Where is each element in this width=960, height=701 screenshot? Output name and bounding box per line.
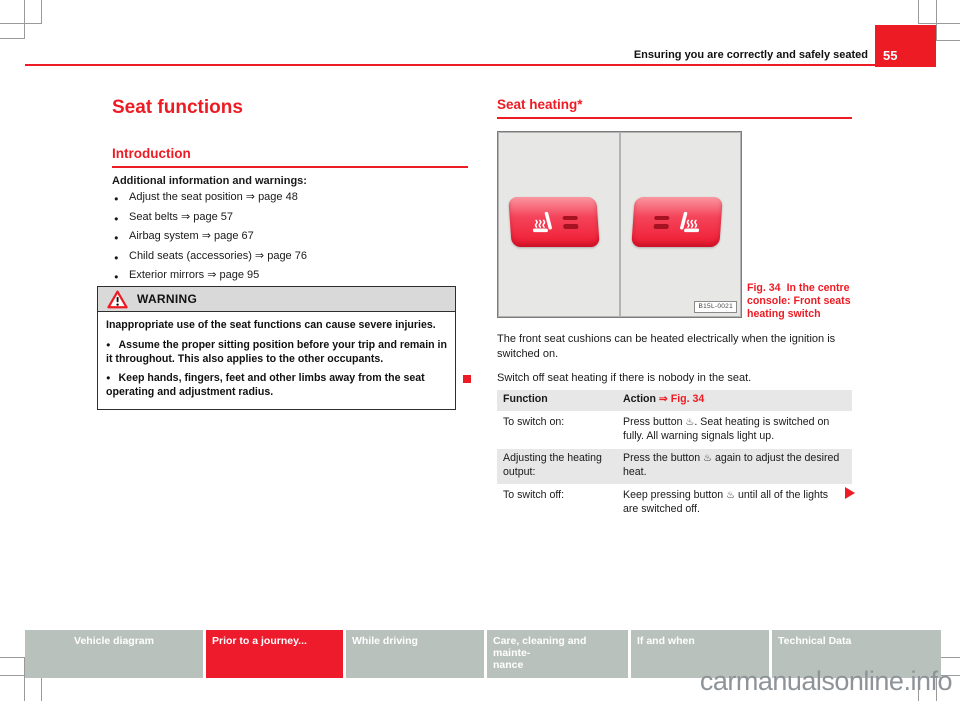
list-item: ● Airbag system ⇒ page 67 <box>112 230 468 242</box>
driver-seat-heating-button <box>508 197 599 247</box>
list-item: ● Exterior mirrors ⇒ page 95 <box>112 269 468 281</box>
tab-vehicle-diagram[interactable]: Vehicle diagram <box>25 630 203 678</box>
table-row: To switch off: Keep pressing button ♨ until all of the lights are switched off. <box>503 488 829 515</box>
figure-caption-label: Fig. 34 <box>747 282 781 294</box>
warning-item: ● Assume the proper sitting position before your trip and remain in it throughout. This also applies to the other occupants. <box>106 339 447 367</box>
column-header-action: Action ⇒ Fig. 34 <box>623 393 705 405</box>
tab-care-cleaning-maintenance[interactable]: Care, cleaning and mainte- nance <box>487 630 628 678</box>
seat-heating-paragraphs <box>497 332 855 395</box>
seat-heating-icon <box>674 211 701 234</box>
seat-heating-icon: ♨ <box>726 489 736 501</box>
passenger-seat-heating-button <box>631 197 722 247</box>
list-item: ● Child seats (accessories) ⇒ page 76 <box>112 250 468 262</box>
tab-technical-data[interactable]: Technical Data <box>772 630 941 678</box>
heat-level-bars <box>653 216 669 229</box>
paragraph: The front seat cushions can be heated electrically when the ignition is switched on. <box>497 333 836 360</box>
figure-reference-code: B15L-0021 <box>694 301 737 313</box>
column-header-function: Function <box>503 393 548 405</box>
figure-caption <box>747 282 853 322</box>
crop-mark <box>0 675 42 701</box>
warning-item: ● Keep hands, fingers, feet and other limbs away from the seat operating and adjustment radius. <box>106 372 447 400</box>
warning-box <box>97 286 456 410</box>
warning-lead: Inappropriate use of the seat functions can cause severe injuries. <box>106 319 436 331</box>
figure-caption-text: In the centre console: Front seats heating switch <box>747 282 851 321</box>
figure-seat-heating-switches <box>497 131 742 318</box>
warning-title: WARNING <box>137 292 198 306</box>
continuation-arrow-icon <box>845 487 855 499</box>
table-row: To switch on: Press button ♨. Seat heating is switched on fully. All warning signals light up. <box>503 415 830 442</box>
list-item: ● Seat belts ⇒ page 57 <box>112 211 468 223</box>
figure-right-panel <box>620 132 742 317</box>
figure-reference-link: ⇒ Fig. 34 <box>658 393 705 405</box>
paragraph: Switch off seat heating if there is nobody in the seat. <box>497 372 752 384</box>
seat-heating-icon: ♨ <box>703 453 713 465</box>
tab-if-and-when[interactable]: If and when <box>631 630 769 678</box>
list-item: ● Adjust the seat position ⇒ page 48 <box>112 191 468 203</box>
seat-heating-table <box>497 390 852 523</box>
warning-header <box>98 287 455 312</box>
header-rule <box>25 64 875 66</box>
cross-reference-list <box>112 191 468 289</box>
figure-left-panel <box>498 132 620 317</box>
tab-while-driving[interactable]: While driving <box>346 630 484 678</box>
crop-mark <box>0 0 25 39</box>
section-title-seat-functions: Seat functions <box>112 97 243 118</box>
tab-prior-to-a-journey[interactable]: Prior to a journey... <box>206 630 343 678</box>
page-number-badge <box>875 25 936 67</box>
subsection-title-introduction: Introduction <box>112 146 468 168</box>
warning-triangle-icon <box>107 290 128 309</box>
section-title-seat-heating: Seat heating* <box>497 97 852 119</box>
seat-heating-icon <box>530 211 557 234</box>
end-of-section-marker <box>463 375 471 383</box>
page-number: 55 <box>883 48 898 63</box>
seat-heating-icon: ♨ <box>685 416 695 428</box>
chapter-title: Ensuring you are correctly and safely seated <box>633 49 868 61</box>
table-row: Adjusting the heating output: Press the button ♨ again to adjust the desired heat. <box>497 449 852 484</box>
crop-mark <box>936 0 960 41</box>
table-header-row <box>497 390 852 411</box>
site-watermark: carmanualsonline.info <box>699 666 952 696</box>
heat-level-bars <box>562 216 578 229</box>
intro-lead: Additional information and warnings: <box>112 175 307 187</box>
warning-body <box>98 312 455 409</box>
